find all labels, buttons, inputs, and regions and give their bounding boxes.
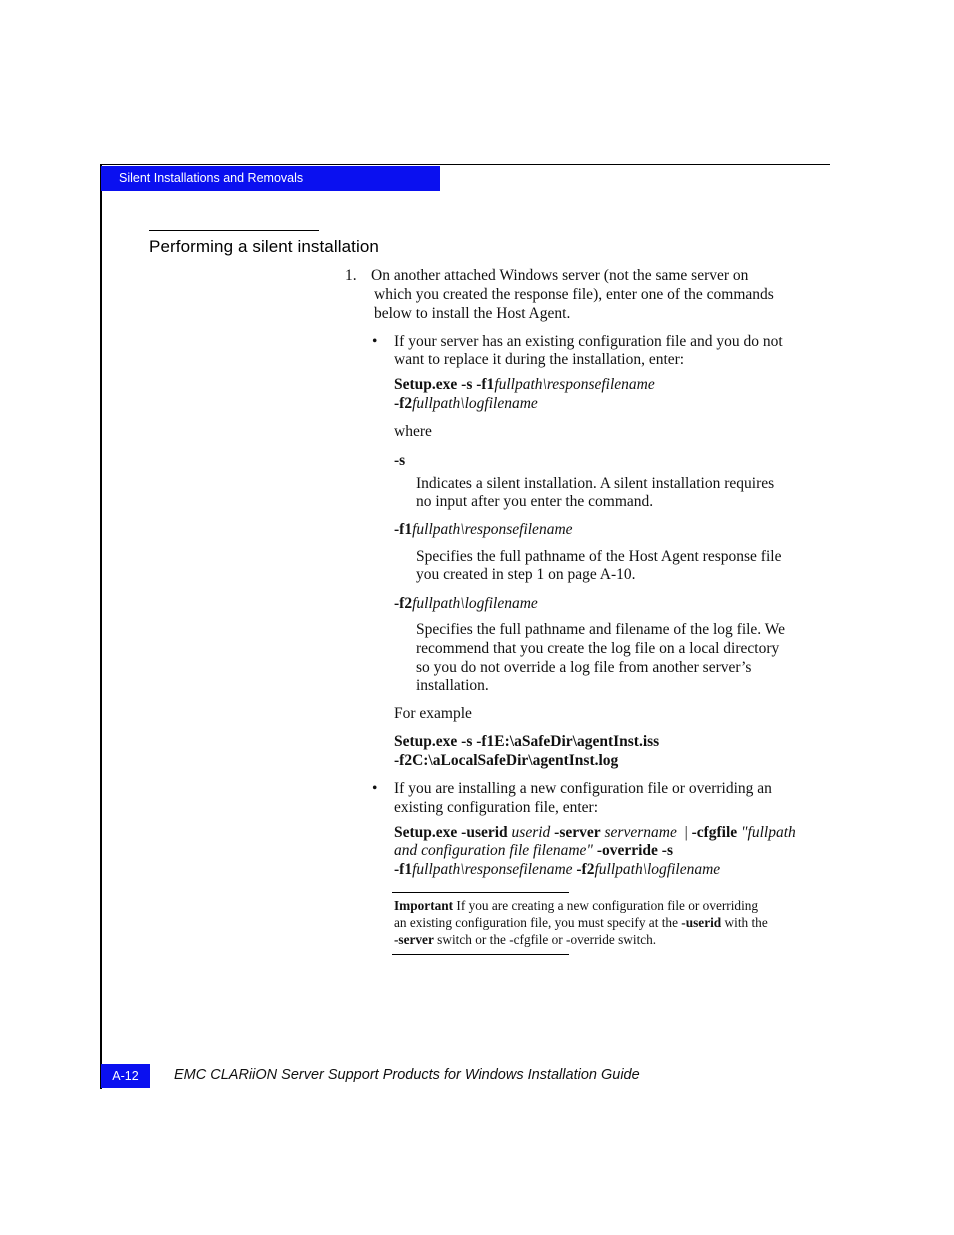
- note-line-2: an existing configuration file, you must specify at the -userid with the: [394, 915, 768, 930]
- left-margin-rule: [100, 164, 102, 1089]
- option-f2-desc2: recommend that you create the log file on a local directory: [416, 640, 780, 657]
- option-f1-desc1: Specifies the full pathname of the Host Agent response file: [416, 548, 782, 565]
- command-line-2: -f2fullpath\logfilename: [394, 395, 538, 412]
- where-label: where: [394, 423, 432, 440]
- bullet-dot: •: [372, 333, 378, 350]
- command2-line-3: -f1fullpath\responsefilename -f2fullpath\logfilename: [394, 861, 721, 878]
- option-f1-desc2: you created in step 1 on page A-10.: [416, 566, 636, 583]
- step1-line1: On another attached Windows server (not the same server on: [371, 267, 749, 284]
- option-f2-desc1: Specifies the full pathname and filename of the log file. We: [416, 621, 786, 638]
- step1-line3: below to install the Host Agent.: [374, 305, 571, 322]
- page-number: A-12: [101, 1064, 150, 1088]
- note-bottom-rule: [392, 954, 569, 955]
- important-note: [394, 897, 824, 948]
- bullet-dot: •: [372, 780, 378, 797]
- note-top-rule: [392, 892, 569, 893]
- footer-title: EMC CLARiiON Server Support Products for Windows Installation Guide: [174, 1067, 640, 1083]
- option-s-term: -s: [394, 452, 406, 469]
- bullet2-line2: existing configuration file, enter:: [394, 799, 599, 816]
- bullet2-line1: If you are installing a new configuration file or overriding an: [394, 780, 772, 797]
- option-f2-desc4: installation.: [416, 677, 489, 694]
- note-line-3: -server switch or the -cfgfile or -override switch.: [394, 932, 657, 947]
- bullet1-line2: want to replace it during the installation, enter:: [394, 351, 685, 368]
- command2-line-2: and configuration file filename" -override -s: [394, 842, 674, 859]
- section-title: Performing a silent installation: [149, 237, 379, 256]
- bullet1-line1: If your server has an existing configuration file and you do not: [394, 333, 783, 350]
- step1-line2: which you created the response file), enter one of the commands: [374, 286, 774, 303]
- command2-line-1: Setup.exe -userid userid -server servername | -cfgfile "fullpath: [394, 824, 796, 841]
- example-line-1: Setup.exe -s -f1E:\aSafeDir\agentInst.iss: [394, 733, 660, 750]
- option-f2-desc3: so you do not override a log file from another server’s: [416, 659, 752, 676]
- option-s-desc2: no input after you enter the command.: [416, 493, 654, 510]
- header-rule: [101, 164, 830, 165]
- for-example-label: For example: [394, 705, 472, 722]
- command-line-1: Setup.exe -s -f1fullpath\responsefilename: [394, 376, 655, 393]
- option-s-desc1: Indicates a silent installation. A silent installation requires: [416, 475, 775, 492]
- section-title-rule: [149, 230, 319, 231]
- step-number: 1.: [345, 267, 357, 284]
- option-f2-term: -f2fullpath\logfilename: [394, 595, 538, 612]
- note-line-1: Important If you are creating a new configuration file or overriding: [394, 898, 759, 913]
- option-f1-term: -f1fullpath\responsefilename: [394, 521, 573, 538]
- section-header-tab: Silent Installations and Removals: [101, 166, 440, 191]
- example-line-2: -f2C:\aLocalSafeDir\agentInst.log: [394, 752, 619, 769]
